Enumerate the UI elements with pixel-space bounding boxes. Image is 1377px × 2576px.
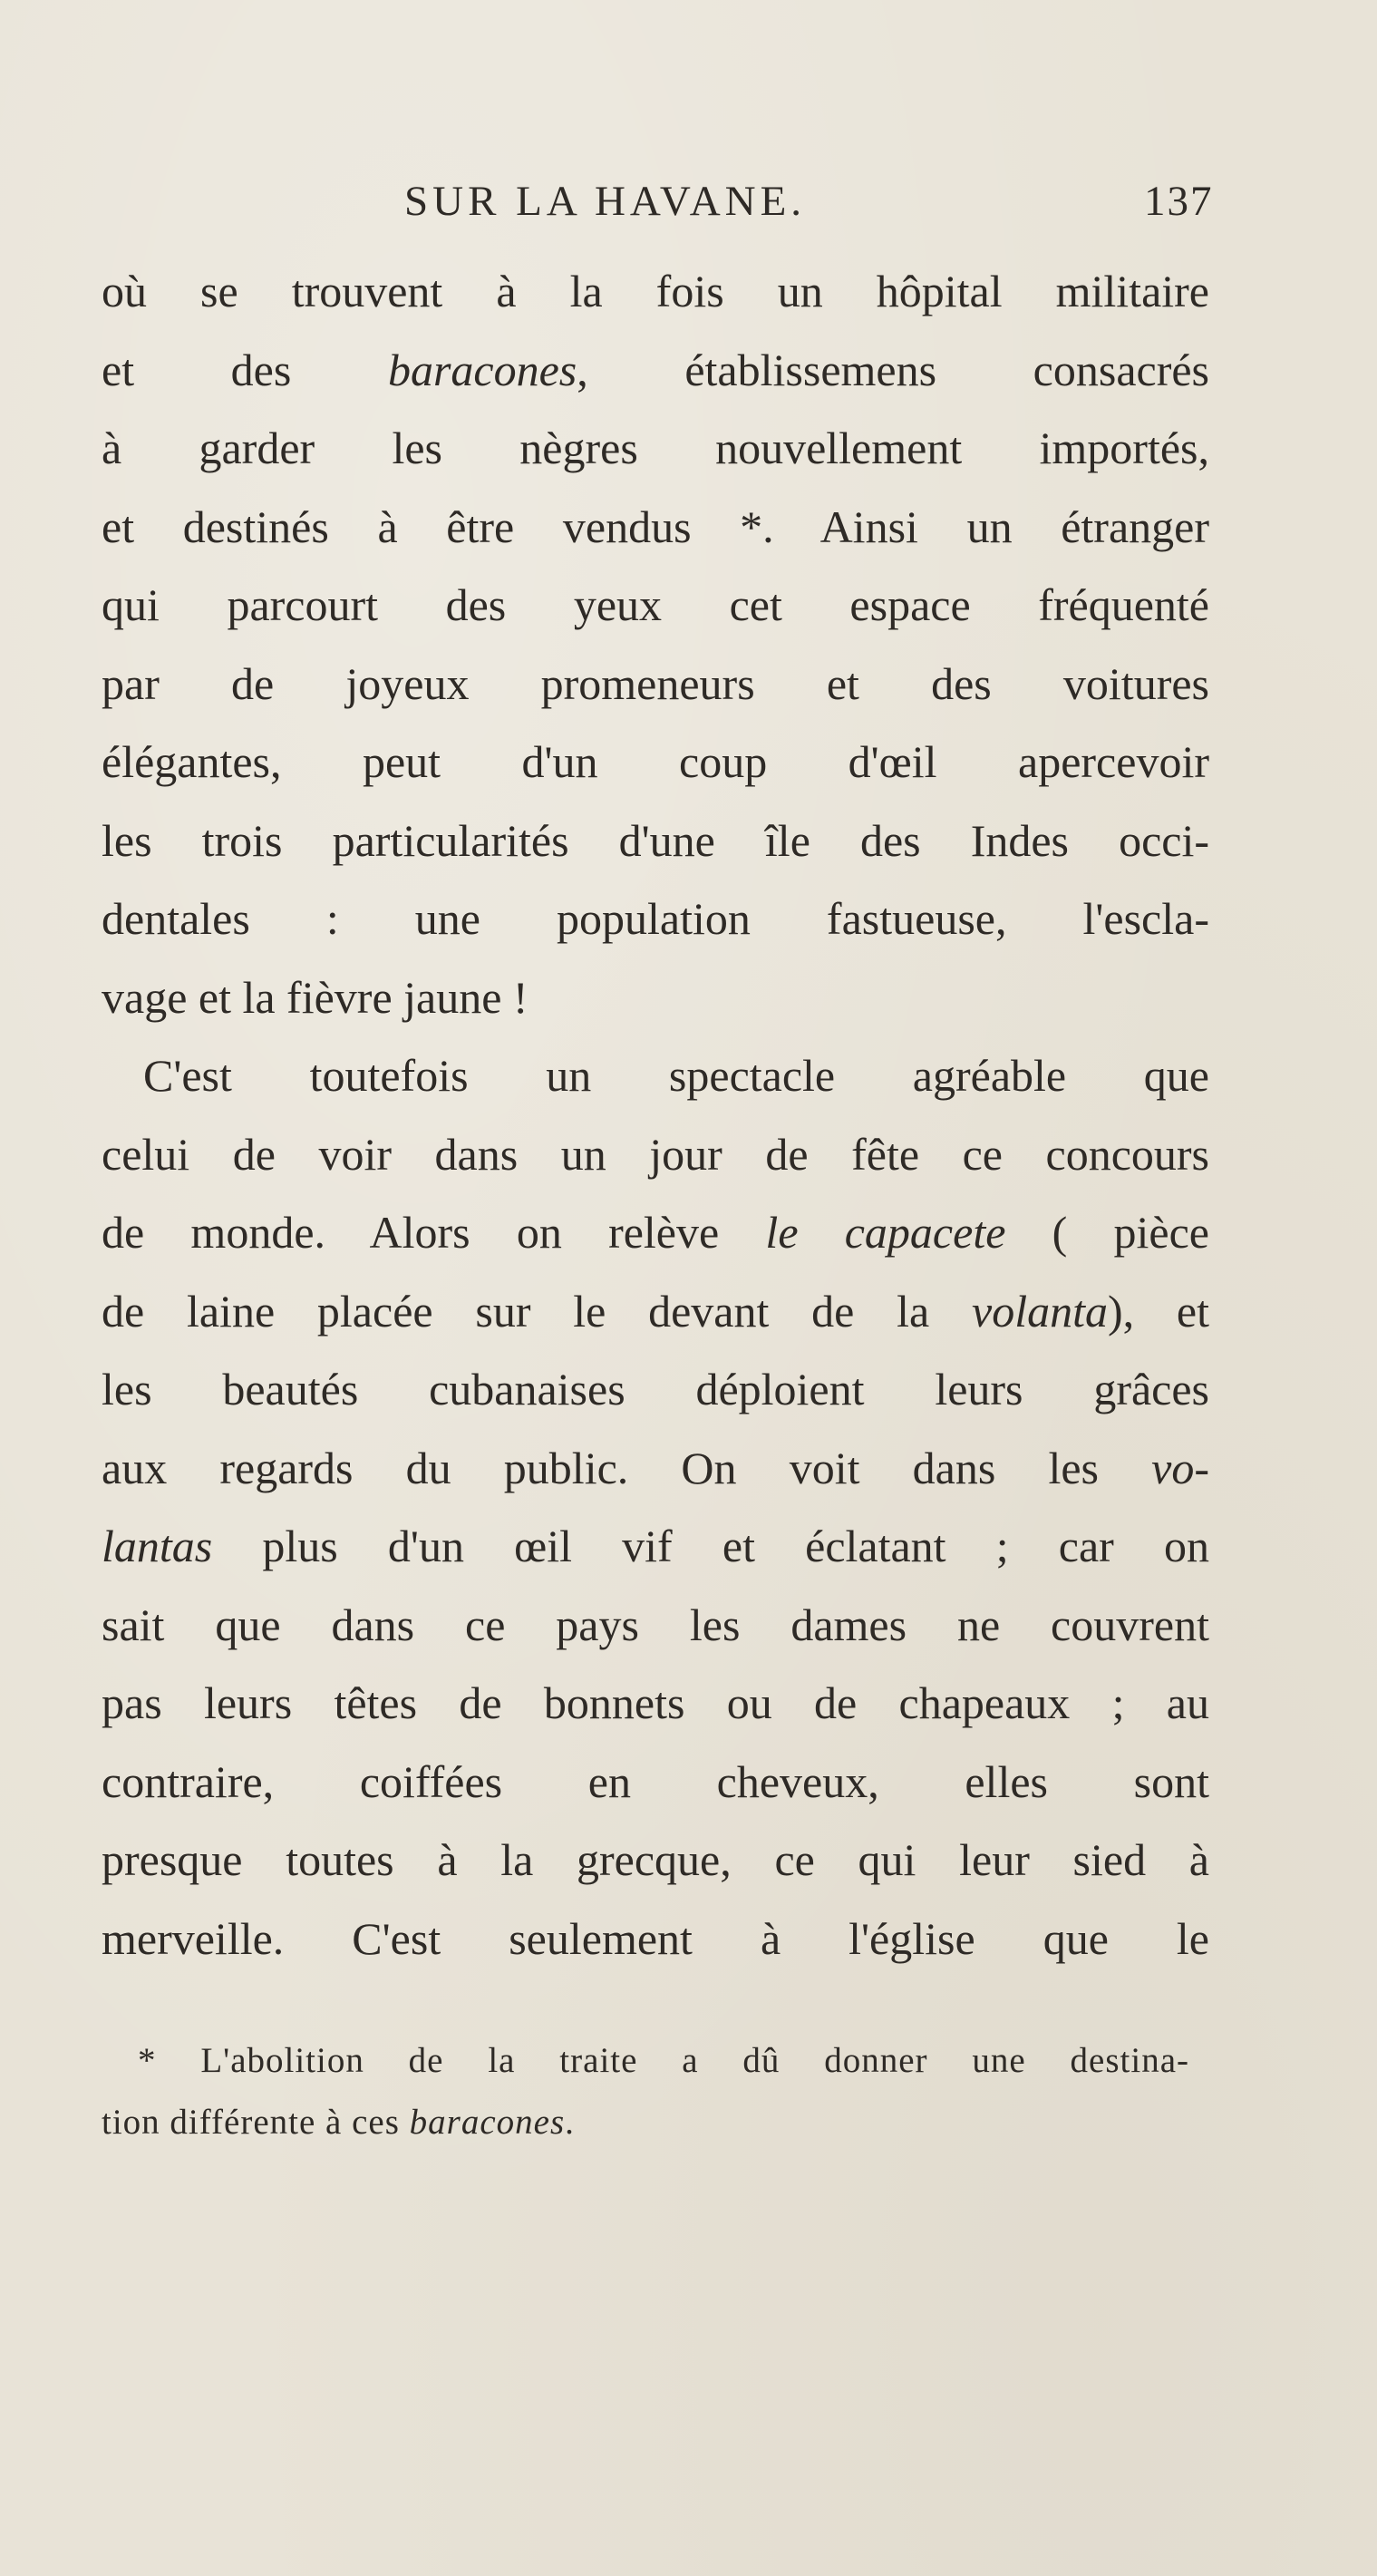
text-line-10: vage et la fièvre jaune !: [102, 971, 528, 1023]
text-line-7: élégantes, peut d'un coup d'œil apercevoir: [102, 736, 1209, 787]
text-line-21: presque toutes à la grecque, ce qui leur sied à: [102, 1834, 1209, 1885]
italic-term: vo-: [1151, 1442, 1209, 1493]
italic-term: lantas: [102, 1521, 213, 1571]
body-text: [102, 252, 1209, 1978]
text-line-15: les beautés cubanaises déploient leurs grâces: [102, 1364, 1209, 1414]
text-line-18: sait que dans ce pays les dames ne couvrent: [102, 1599, 1209, 1650]
text-line-16: aux regards du public. On voit dans les vo-: [102, 1442, 1209, 1493]
italic-term: baracones: [409, 2103, 566, 2142]
footnote-line-1: * L'abolition de la traite a dû donner une destina-: [138, 2041, 1189, 2080]
text-line-5: qui parcourt des yeux cet espace fréquenté: [102, 579, 1209, 630]
italic-term: volanta: [972, 1285, 1108, 1337]
footnote-line-2: tion différente à ces baracones.: [102, 2103, 575, 2142]
running-head: [0, 174, 1377, 228]
text-line-13: de monde. Alors on relève le capacete ( pièce: [102, 1207, 1209, 1258]
text-line-11: C'est toutefois un spectacle agréable que: [143, 1050, 1209, 1101]
footnote: [102, 2030, 1189, 2153]
text-line-2: et des baracones, établissemens consacrés: [102, 344, 1209, 395]
text-line-14: de laine placée sur le devant de la volanta), et: [102, 1285, 1209, 1337]
text-line-4: et destinés à être vendus *. Ainsi un étranger: [102, 501, 1209, 552]
text-line-3: à garder les nègres nouvellement importés,: [102, 423, 1209, 473]
running-head-title: SUR LA HAVANE.: [404, 178, 807, 225]
italic-term: le capacete: [765, 1207, 1006, 1258]
text-line-19: pas leurs têtes de bonnets ou de chapeaux ; au: [102, 1677, 1209, 1728]
text-line-20: contraire, coiffées en cheveux, elles sont: [102, 1755, 1209, 1807]
text-line-6: par de joyeux promeneurs et des voitures: [102, 657, 1209, 709]
page-number: 137: [1144, 178, 1214, 225]
text-line-12: celui de voir dans un jour de fête ce concours: [102, 1128, 1209, 1180]
text-line-22: merveille. C'est seulement à l'église que le: [102, 1912, 1209, 1964]
text-line-1: où se trouvent à la fois un hôpital militaire: [102, 266, 1209, 316]
text-line-17: lantas plus d'un œil vif et éclatant ; car on: [102, 1521, 1209, 1571]
italic-term: baracones: [387, 344, 577, 395]
text-line-9: dentales : une population fastueuse, l'escla-: [102, 893, 1209, 944]
text-line-8: les trois particularités d'une île des Indes occi-: [102, 814, 1209, 866]
